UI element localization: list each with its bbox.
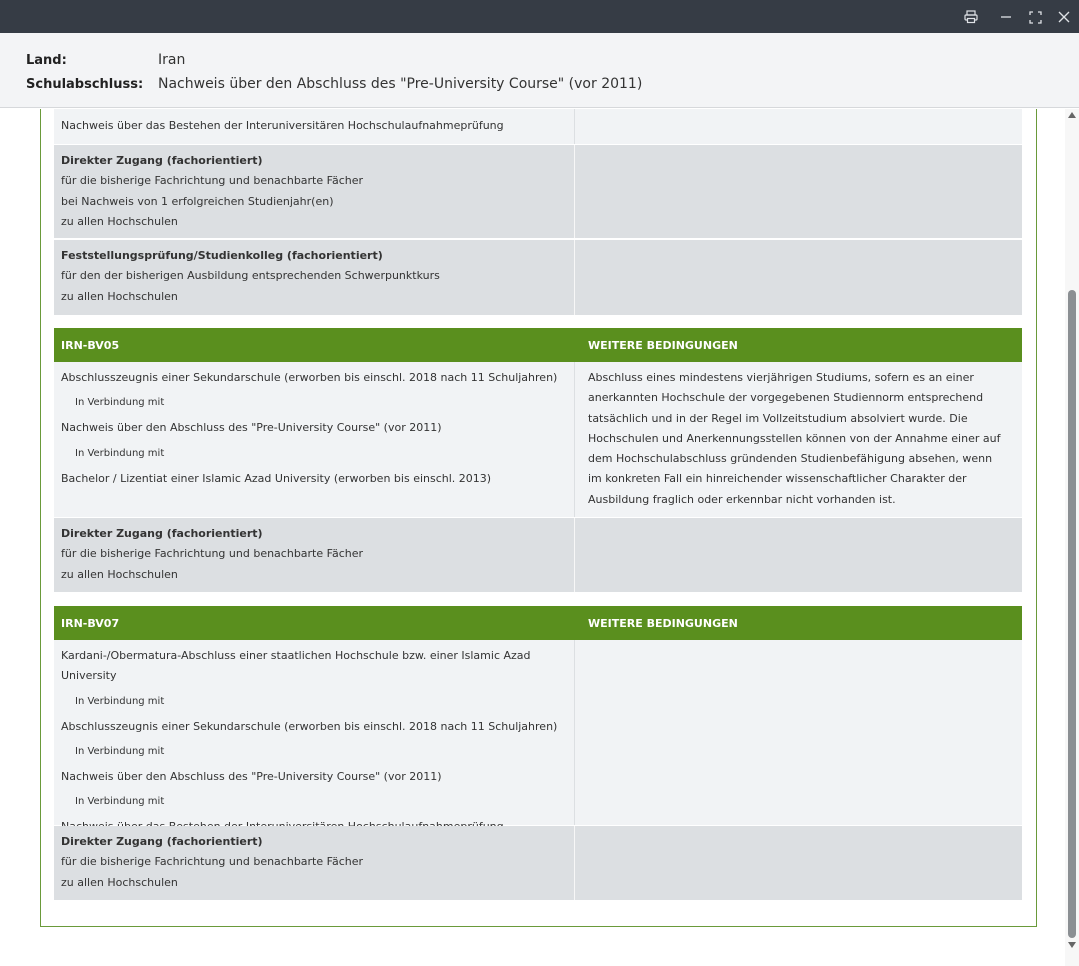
conditions-header: WEITERE BEDINGUNGEN xyxy=(588,616,738,630)
requirement-text: Nachweis über das Bestehen der Interuniversitären Hochschulaufnahmeprüfung xyxy=(61,119,504,132)
condition-cell xyxy=(575,518,1022,592)
access-line: für den der bisherigen Ausbildung entsprechenden Schwerpunktkurs xyxy=(61,269,440,283)
condition-cell xyxy=(575,362,1022,517)
content-scroll-area[interactable] xyxy=(0,109,1065,966)
access-line: zu allen Hochschulen xyxy=(61,875,178,889)
access-line: für die bisherige Fachrichtung und benachbarte Fächer xyxy=(61,547,364,561)
connector-text: In Verbindung mit xyxy=(75,745,165,757)
scroll-up-icon[interactable] xyxy=(1068,112,1076,118)
requirement-cell xyxy=(54,362,575,517)
table-row xyxy=(54,640,1022,825)
connector-text: In Verbindung mit xyxy=(75,695,165,707)
conditions-header: WEITERE BEDINGUNGEN xyxy=(588,338,738,352)
requirement-text: Nachweis über den Abschluss des "Pre-University Course" (vor 2011) xyxy=(61,421,442,435)
close-icon[interactable] xyxy=(1051,4,1077,30)
block-header-bv07 xyxy=(54,606,1022,640)
condition-text: Abschluss eines mindestens vierjährigen Studiums, sofern es an einer anerkannten Hochschule der vorgegebenen Studiennorm entsprechend tatsächlich und in der Regel im Vollzeitstudium absolviert wurde. Die Hochschulen und Anerkennungsstellen können von der Annahme einer auf dem Hochschulabschluss gründenden Studienbefähigung absehen, wenn im konkreten Fall ein hinreichender wissenschaftlicher Charakter der Ausbildung fraglich oder erkennbar nicht vorhanden ist. xyxy=(588,371,1001,506)
condition-cell xyxy=(575,640,1022,825)
minimize-icon[interactable] xyxy=(993,4,1019,30)
condition-cell xyxy=(575,826,1022,900)
schulabschluss-value: Nachweis über den Abschluss des "Pre-University Course" (vor 2011) xyxy=(158,76,643,92)
table-row xyxy=(54,826,1022,900)
requirement-text: Kardani-/Obermatura-Abschluss einer staatlichen Hochschule bzw. einer Islamic Azad University xyxy=(61,649,531,683)
requirement-text: Nachweis über den Abschluss des "Pre-University Course" (vor 2011) xyxy=(61,769,442,783)
scrollbar-thumb[interactable] xyxy=(1068,290,1076,938)
condition-cell xyxy=(575,240,1022,315)
connector-text: In Verbindung mit xyxy=(75,447,165,459)
access-cell xyxy=(54,518,575,592)
requirement-cell xyxy=(54,109,575,144)
table-row xyxy=(54,145,1022,238)
access-line: für die bisherige Fachrichtung und benachbarte Fächer xyxy=(61,174,364,188)
access-title: Direkter Zugang (fachorientiert) xyxy=(61,835,263,848)
access-line: zu allen Hochschulen xyxy=(61,567,178,581)
access-cell xyxy=(54,826,575,900)
table-row xyxy=(54,109,1022,144)
connector-text: In Verbindung mit xyxy=(75,397,165,409)
access-line: zu allen Hochschulen xyxy=(61,289,178,303)
access-title: Direkter Zugang (fachorientiert) xyxy=(61,154,263,167)
block-code: IRN-BV05 xyxy=(61,338,120,352)
condition-cell xyxy=(575,109,1022,144)
access-line: für die bisherige Fachrichtung und benachbarte Fächer xyxy=(61,855,364,869)
connector-text: In Verbindung mit xyxy=(75,796,165,808)
land-label: Land: xyxy=(26,53,67,68)
access-line: bei Nachweis von 1 erfolgreichen Studienjahr(en) xyxy=(61,194,334,208)
table-row xyxy=(54,518,1022,592)
requirement-text: Abschlusszeugnis einer Sekundarschule (erworben bis einschl. 2018 nach 11 Schuljahren) xyxy=(61,371,558,384)
requirement-text: Bachelor / Lizentiat einer Islamic Azad University (erworben bis einschl. 2013) xyxy=(61,471,492,485)
block-code: IRN-BV07 xyxy=(61,616,120,630)
access-title: Feststellungsprüfung/Studienkolleg (fachorientiert) xyxy=(61,249,383,262)
maximize-icon[interactable] xyxy=(1022,4,1048,30)
window-titlebar xyxy=(0,0,1079,33)
requirement-text: Abschlusszeugnis einer Sekundarschule (erworben bis einschl. 2018 nach 11 Schuljahren) xyxy=(61,719,558,733)
access-cell xyxy=(54,240,575,315)
condition-cell xyxy=(575,145,1022,238)
table-row xyxy=(54,240,1022,315)
scroll-down-icon[interactable] xyxy=(1068,942,1076,948)
block-header-bv05 xyxy=(54,328,1022,362)
info-header xyxy=(0,33,1079,108)
land-value: Iran xyxy=(158,52,186,68)
table-row xyxy=(54,362,1022,517)
access-cell xyxy=(54,145,575,238)
requirement-cell xyxy=(54,640,575,825)
access-line: zu allen Hochschulen xyxy=(61,214,178,228)
access-title: Direkter Zugang (fachorientiert) xyxy=(61,527,263,540)
schulabschluss-label: Schulabschluss: xyxy=(26,77,144,92)
printer-icon[interactable] xyxy=(958,4,984,30)
